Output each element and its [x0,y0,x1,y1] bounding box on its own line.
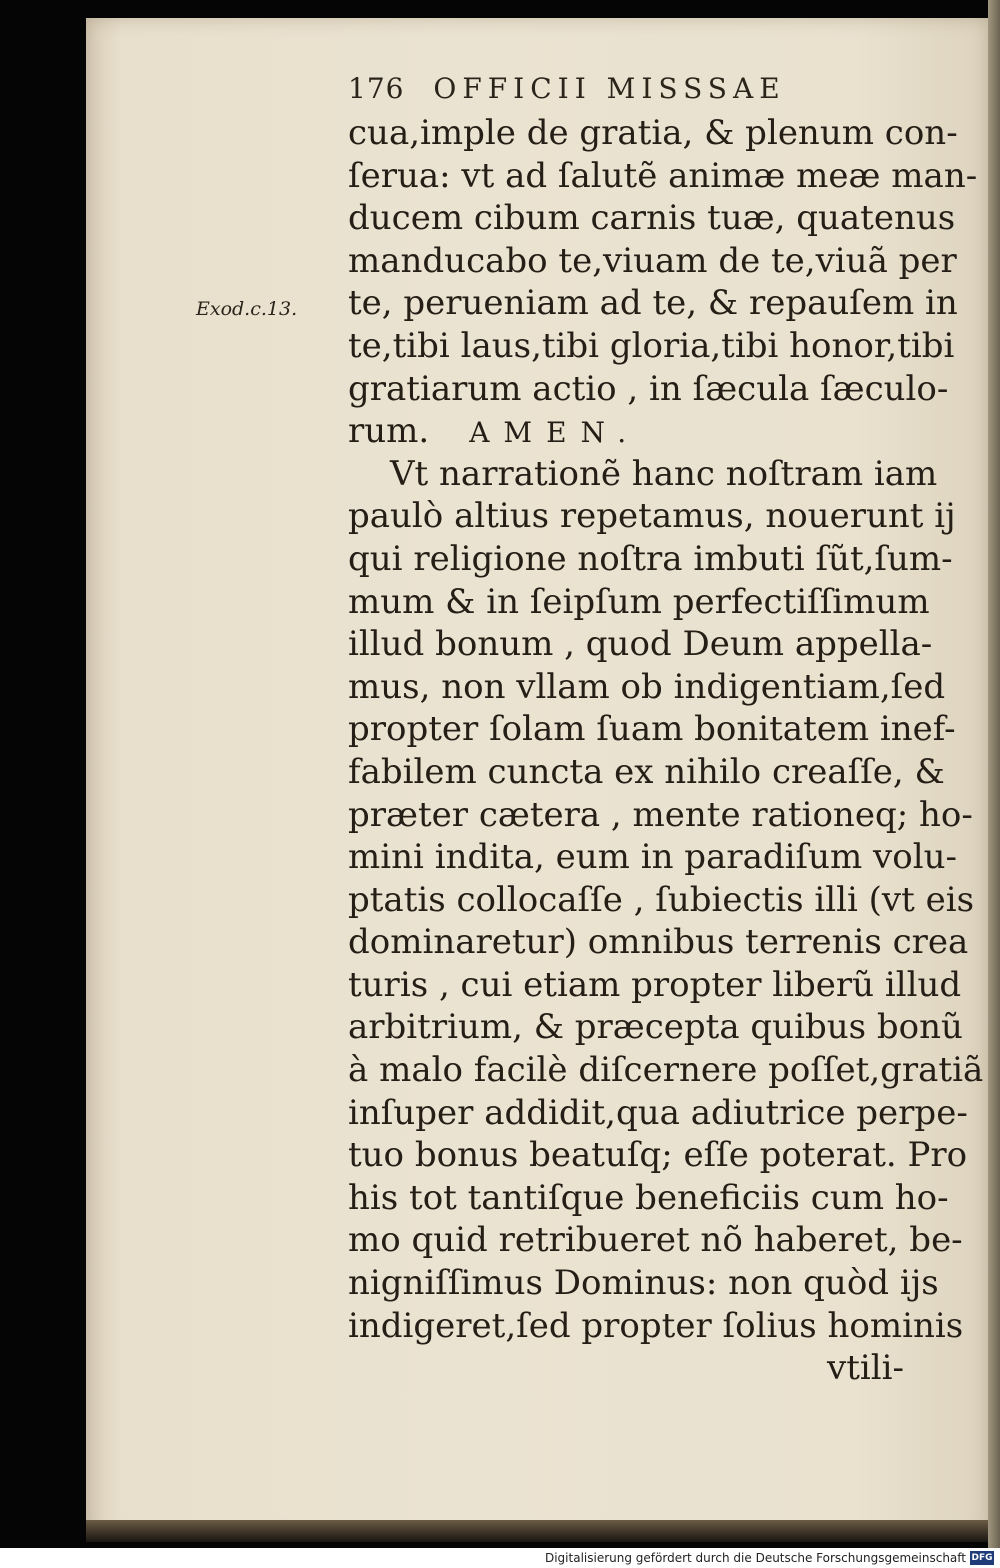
page-number: 176 [348,72,405,105]
text-line: mum & in ſeipſum perfectiſſimum [348,581,930,622]
margin-note: Exod.c.13. [196,298,298,320]
text-line: ducem cibum carnis tuæ, quatenus [348,198,956,239]
text-line: à malo facilè diſcernere poſſet,gratiã [348,1050,984,1091]
text-line: turis , cui etiam propter liberũ illud [348,964,962,1005]
text-line: præter cætera , mente rationeq; ho- [348,794,973,835]
text-line: inſuper addidit,qua adiutrice perpe- [348,1092,968,1133]
text-line: ptatis collocaſſe , ſubiectis illi (vt eis [348,879,975,920]
text-line: te,tibi laus,tibi gloria,tibi honor,tibi [348,325,955,366]
text-line: illud bonum , quod Deum appella- [348,624,933,665]
text-line: ſerua: vt ad ſalutẽ animæ meæ man- [348,155,978,196]
text-line: his tot tantiſque beneficiis cum ho- [348,1177,949,1218]
amen-word: AMEN. [469,416,641,450]
text-line: propter ſolam ſuam bonitatem inef- [348,709,956,750]
text-line: nigniſſimus Dominus: non quòd ijs [348,1263,939,1304]
text-fragment: rum. [348,411,430,452]
text-line: cua,imple de gratia, & plenum con- [348,113,958,153]
text-line-amen [348,410,908,453]
text-line: manducabo te,viuam de te,viuã per [348,240,957,281]
body-text [348,112,984,1390]
paragraph-start-line: Vt narrationẽ hanc noſtram iam [390,453,938,494]
digitization-footer [0,1548,1000,1568]
text-line: fabilem cuncta ex nihilo creaſſe, & [348,751,945,792]
text-line: arbitrium, & præcepta quibus bonũ [348,1007,963,1048]
text-line: qui religione noſtra imbuti ſũt,ſum- [348,538,953,579]
dfg-logo-icon: DFG [971,1553,993,1563]
text-line: paulò altius repetamus, nouerunt ij [348,496,956,537]
page-bottom-edge [86,1520,988,1542]
text-line: gratiarum actio , in ſæcula ſæculo- [348,368,949,409]
running-header [348,72,908,112]
text-line: mini indita, eum in paradiſum volu- [348,837,957,878]
text-line: mo quid retribueret nõ haberet, be- [348,1220,963,1261]
catchword: vtili- [827,1348,904,1389]
text-line: tuo bonus beatuſq; eſſe poterat. Pro [348,1135,968,1176]
text-line: dominaretur) omnibus terrenis crea [348,922,969,963]
text-line: indigeret,ſed propter ſolius hominis [348,1305,964,1346]
footer-credit: Digitalisierung gefördert durch die Deutsche Forschungsgemeinschaft [544,1551,966,1565]
text-line: mus, non vllam ob indigentiam,ſed [348,666,946,707]
text-line: te, perueniam ad te, & repauſem in [348,283,958,324]
running-title: OFFICII MISSSAE [433,72,786,105]
adjacent-page-edge [988,0,1000,1568]
